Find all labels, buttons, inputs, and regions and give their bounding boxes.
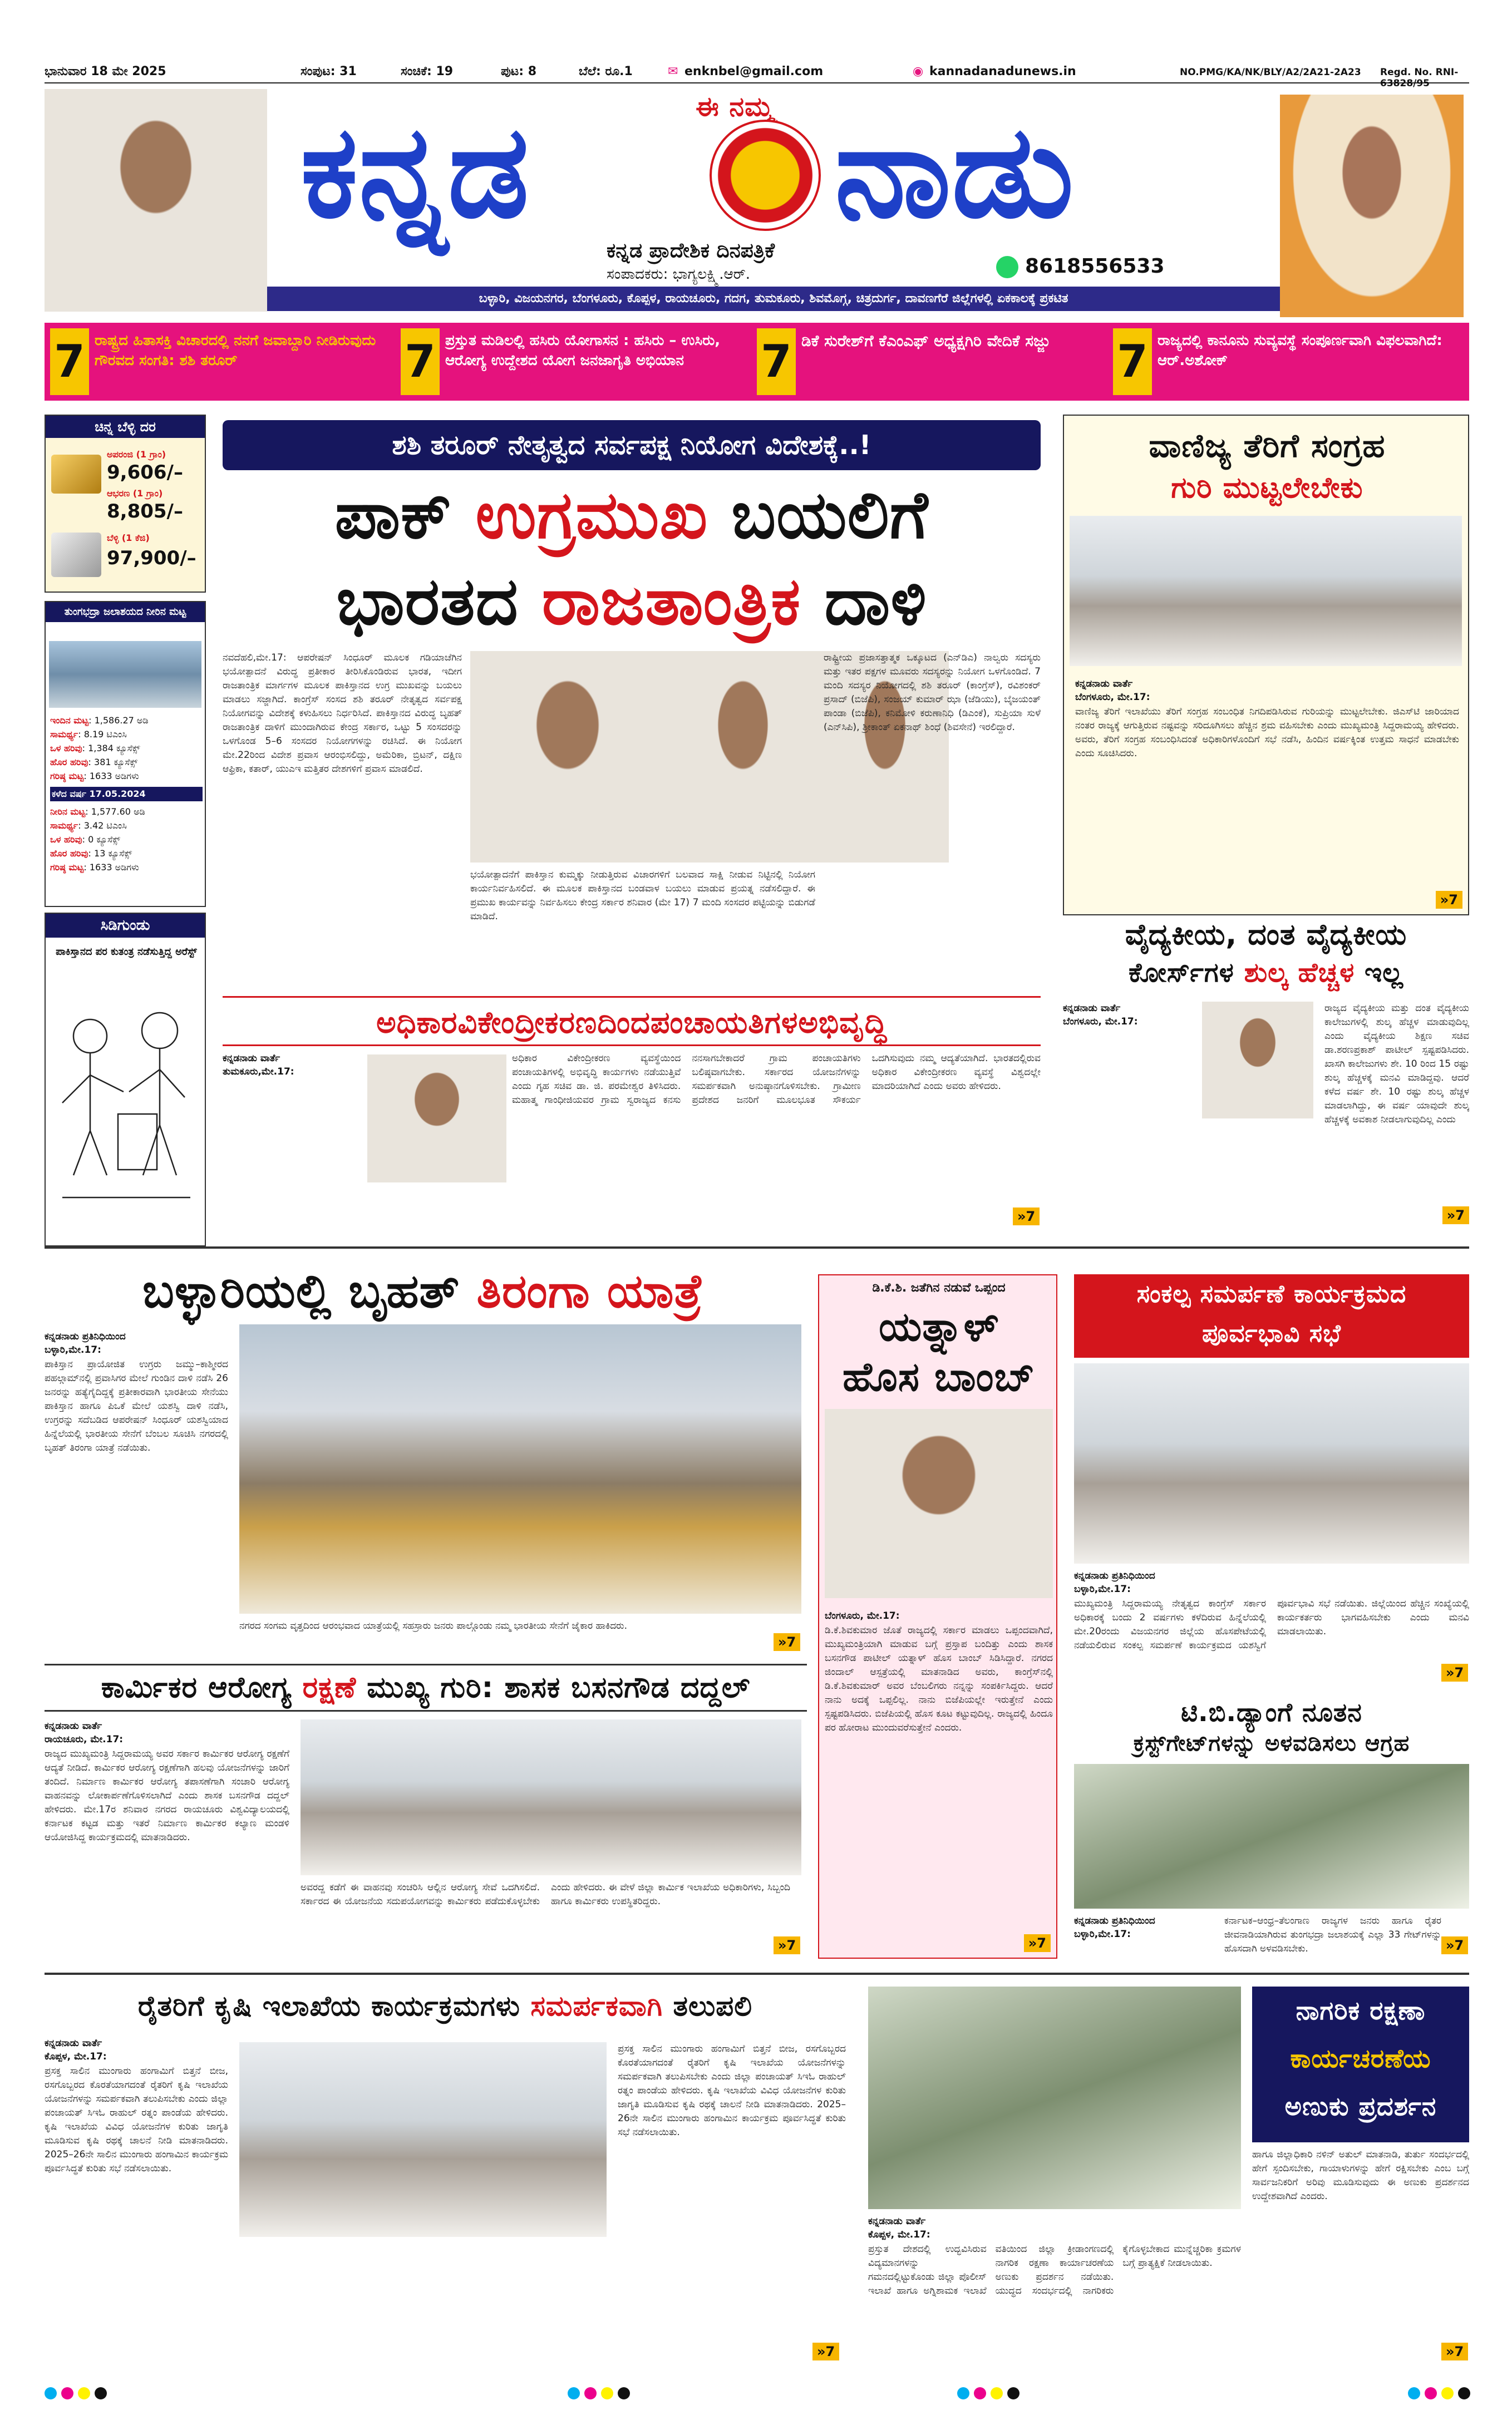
workers-place: ರಾಯಚೂರು, ಮೇ.17: <box>45 1734 124 1745</box>
tiranga-place: ಬಳ್ಳಾರಿ,ಮೇ.17: <box>45 1344 101 1356</box>
tb-headline-1: ಟಿ.ಬಿ.ಡ್ಯಾಂಗೆ ನೂತನ <box>1181 1697 1362 1727</box>
dam-row: ನೀರಿನ ಮಟ್ಟ: 1,577.60 ಅಡಿ <box>50 806 145 817</box>
photo-shashi-tharoor <box>45 89 267 312</box>
workers-headline <box>45 1664 807 1712</box>
tiranga-photo <box>239 1324 801 1614</box>
farmers-headline-black2: ತಲುಪಲಿ <box>673 1990 753 2022</box>
civil-byline: ಕನ್ನಡನಾಡು ವಾರ್ತೆ <box>868 2216 926 2227</box>
teaser-1-page: 7 <box>50 328 89 395</box>
dam-row: ಹೊರ ಹರಿವು: 381 ಕ್ಯೂಸೆಕ್ಸ್ <box>50 757 138 767</box>
silver-icon <box>51 533 101 577</box>
workers-photo <box>301 1719 801 1875</box>
lead-body-col1: ನವದೆಹಲಿ,ಮೇ.17: ಆಪರೇಷನ್ ಸಿಂಧೂರ್ ಮೂಲಕ ಗಡಿಯಾಚೆಗಿನ ಭಯೋತ್ಪಾದನೆ ವಿರುದ್ಧ ಪ್ರತೀಕಾರ ತೀರಿಸಿಕೊಂಡಿರುವ ಭಾರತ, ಇದೀಗ ರಾಜತಾಂತ್ರಿಕ ಮಾರ್ಗಗಳ ಮೂಲಕ ಪಾಕಿಸ್ತಾನದ ಉಗ್ರ ಮುಖವನ್ನು ಬಯಲು ಮಾಡಲು ಸಜ್ಜಾಗಿದೆ. ಕಾಂಗ್ರೆಸ್ ಸಂಸದ ಶಶಿ ತರೂರ್ ನೇತೃತ್ವದ ಸರ್ವಪಕ್ಷ ನಿಯೋಗವನ್ನು ವಿದೇಶಕ್ಕೆ ಕಳುಹಿಸಲು ನಿರ್ಧರಿಸಿದೆ. ಪಾಕಿಸ್ತಾನದ ವಿರುದ್ಧ ಬೃಹತ್ ರಾಜತಾಂತ್ರಿಕ ದಾಳಿಗೆ ಮುಂದಾಗಿರುವ ಕೇಂದ್ರ ಸರ್ಕಾರ, ಒಟ್ಟು 5 ಸಂಸದರನ್ನು ಒಳಗೊಂಡ 5–6 ಸಂಸದರ ನಿಯೋಗಗಳನ್ನು ರಚಿಸಿದೆ. ಈ ನಿಯೋಗ ಮೇ.22ರಿಂದ ವಿದೇಶ ಪ್ರವಾಸ ಆರಂಭಿಸಲಿದ್ದು, ಅಮೆರಿಕಾ, ಬ್ರಿಟನ್, ದಕ್ಷಿಣ ಆಫ್ರಿಕಾ, ಕತಾರ್, ಯುಎಇ ಮತ್ತಿತರ ದೇಶಗಳಿಗೆ ಪ್ರವಾಸ ಮಾಡಲಿದೆ. <box>223 652 462 775</box>
lead-line2-black: ಭಾರತದ <box>336 563 519 639</box>
lead-line1-red: ಉಗ್ರಮುಖ <box>475 476 708 553</box>
folio-price: ಬೆಲೆ: ರೂ.1 <box>579 65 633 78</box>
folio-website[interactable]: kannadanadunews.in <box>929 65 1076 78</box>
lead-line2-black2: ದಾಳಿ <box>824 563 927 639</box>
gold-title: ಚಿನ್ನ ಬೆಳ್ಳಿ ದರ <box>46 416 205 438</box>
cmyk-marks-2 <box>568 2387 630 2399</box>
teaser-strip <box>45 323 1469 401</box>
farmers-body: ಪ್ರಸಕ್ತ ಸಾಲಿನ ಮುಂಗಾರು ಹಂಗಾಮಿಗೆ ಬಿತ್ತನೆ ಬೀಜ, ರಸಗೊಬ್ಬರದ ಕೊರತೆಯಾಗದಂತೆ ರೈತರಿಗೆ ಕೃಷಿ ಇಲಾಖೆಯ ಯೋಜನೆಗಳನ್ನು ಸಮರ್ಪಕವಾಗಿ ತಲುಪಿಸಬೇಕು ಎಂದು ಜಿಲ್ಲಾ ಪಂಚಾಯತ್ ಸಿಇಓ ರಾಹುಲ್ ರತ್ನಂ ಪಾಂಡೆಯ ಹೇಳಿದರು. ಕೃಷಿ ಇಲಾಖೆಯ ವಿವಿಧ ಯೋಜನೆಗಳ ಕುರಿತು ಜಾಗೃತಿ ಮೂಡಿಸುವ ಕೃಷಿ ರಥಕ್ಕೆ ಚಾಲನೆ ನೀಡಿ ಮಾತನಾಡಿದರು. 2025–26ನೇ ಸಾಲಿನ ಮುಂಗಾರು ಹಂಗಾಮಿನ ಕಾರ್ಯಕ್ರಮ ಪೂರ್ವಸಿದ್ಧತೆ ಕುರಿತು ಸಭೆ ನಡೆಸಲಾಯಿತು. <box>45 2066 228 2174</box>
medical-headline-2 <box>1063 957 1469 989</box>
civil-headline-1: ನಾಗರಿಕ ರಕ್ಷಣಾ <box>1296 1995 1426 2025</box>
folio-date: ಭಾನುವಾರ 18 ಮೇ 2025 <box>45 65 166 78</box>
yatnal-place: ಬೆಂಗಳೂರು, ಮೇ.17: <box>825 1610 900 1622</box>
commerce-place: ಬೆಂಗಳೂರು, ಮೇ.17: <box>1075 692 1150 703</box>
dam-row: ಒಳ ಹರಿವು: 0 ಕ್ಯೂಸೆಕ್ಸ್ <box>50 834 121 845</box>
masthead-title-left: ಕನ್ನಡ <box>301 98 530 247</box>
medical-headline-1: ವೈದ್ಯಕೀಯ, ದಂತ ವೈದ್ಯಕೀಯ <box>1125 918 1407 952</box>
commerce-headline-2: ಗುರಿ ಮುಟ್ಟಲೇಬೇಕು <box>1171 471 1363 505</box>
tiranga-caption: ನಗರದ ಸಂಗಮ ವೃತ್ತದಿಂದ ಆರಂಭವಾದ ಯಾತ್ರೆಯಲ್ಲಿ ಸಹಸ್ರಾರು ಜನರು ಪಾಲ್ಗೊಂಡು ನಮ್ಮ ಭಾರತೀಯ ಸೇನೆಗೆ ಜೈಕಾರ ಹಾಕಿದರು. <box>239 1620 627 1632</box>
farmers-headline-red: ಸಮರ್ಪಕವಾಗಿ <box>530 1990 663 2022</box>
workers-body-2: ಅವರದ್ದ ಕಡೆಗೆ ಈ ವಾಹನವು ಸಂಚರಿಸಿ ಆಲ್ಲಿನ ಆರೋಗ್ಯ ಸೇವೆ ಒದಗಿಸಲಿದೆ. ಸರ್ಕಾರದ ಈ ಯೋಜನೆಯ ಸದುಪಯೋಗವನ್ನು ಕಾರ್ಮಿಕರು ಪಡೆದುಕೊಳ್ಳಬೇಕು ಎಂದು ಹೇಳಿದರು. ಈ ವೇಳೆ ಜಿಲ್ಲಾ ಕಾರ್ಮಿಕ ಇಲಾಖೆಯ ಅಧಿಕಾರಿಗಳು, ಸಿಬ್ಬಂದಿ ಹಾಗೂ ಕಾರ್ಮಿಕರು ಉಪಸ್ಥಿತರಿದ್ದರು. <box>301 1882 790 1907</box>
district-strip: ಬಳ್ಳಾರಿ, ವಿಜಯನಗರ, ಬೆಂಗಳೂರು, ಕೊಪ್ಪಳ, ರಾಯಚೂರು, ಗದಗ, ತುಮಕೂರು, ಶಿವಮೊಗ್ಗ, ಚಿತ್ರದುರ್ಗ, ದಾವಣಗೆರೆ ಜಿಲ್ಲೆಗಳಲ್ಲಿ ಏಕಕಾಲಕ್ಕೆ ಪ್ರಕಟಿತ <box>267 287 1280 311</box>
panchayat-photo <box>367 1054 506 1182</box>
folio-reg: NO.PMG/KA/NK/BLY/A2/2A21-2A23 <box>1180 67 1361 78</box>
commerce-body: ವಾಣಿಜ್ಯ ತೆರಿಗೆ ಇಲಾಖೆಯು ತೆರಿಗೆ ಸಂಗ್ರಹ ಸಂಬಂಧಿತ ನಿಗದಿಪಡಿಸಿರುವ ಗುರಿಯನ್ನು ಮುಟ್ಟಲೇಬೇಕು. ಜಿಎಸ್‌ಟಿ ಜಾರಿಯಾದ ನಂತರ ರಾಜ್ಯಕ್ಕೆ ಆಗುತ್ತಿರುವ ನಷ್ಟವನ್ನು ಸರಿದೂಗಿಸಲು ಹೆಚ್ಚಿನ ಶ್ರಮ ವಹಿಸಬೇಕು ಎಂದು ಮುಖ್ಯಮಂತ್ರಿ ಸಿದ್ದರಾಮಯ್ಯ ಹೇಳಿದರು. ಅವರು, ತೆರಿಗೆ ಸಂಗ್ರಹ ಸಂಬಂಧಿಸಿದಂತೆ ಅಧಿಕಾರಿಗಳೊಂದಿಗೆ ಸಭೆ ನಡೆಸಿ, ಹಿಂದಿನ ವರ್ಷಕ್ಕಿಂತ ಉತ್ತಮ ಸಾಧನೆ ಮಾಡಬೇಕು ಎಂದು ಸೂಚಿಸಿದರು. <box>1075 706 1459 759</box>
gold-24k-label: ಅಪರಂಜಿ (1 ಗ್ರಾಂ) <box>107 449 166 460</box>
masthead-subtitle: ಕನ್ನಡ ಪ್ರಾದೇಶಿಕ ದಿನಪತ್ರಿಕೆ <box>607 239 775 262</box>
gold-22k-label: ಆಭರಣ (1 ಗ್ರಾಂ) <box>107 488 163 499</box>
medical-headline-2a: ಕೋರ್ಸ್‌ಗಳ <box>1128 957 1234 988</box>
dam-box <box>45 601 206 907</box>
farmers-byline: ಕನ್ನಡನಾಡು ವಾರ್ತೆ <box>45 2038 102 2049</box>
civil-headline-3: ಅಣುಕು ಪ್ರದರ್ಶನ <box>1284 2091 1437 2121</box>
dam-last-year: ಕಳೆದ ವರ್ಷ 17.05.2024 <box>50 787 203 801</box>
whatsapp-icon <box>996 256 1018 278</box>
medical-jump[interactable]: »7 <box>1442 1206 1469 1224</box>
teaser-3-page: 7 <box>757 328 796 395</box>
dam-rows-today <box>50 713 203 783</box>
folio-strip <box>45 60 1469 89</box>
teaser-3[interactable] <box>757 328 1102 395</box>
lead-body-col2: ಭಯೋತ್ಪಾದನೆಗೆ ಪಾಕಿಸ್ತಾನ ಕುಮ್ಮಕ್ಕು ನೀಡುತ್ತಿರುವ ವಿಚಾರಗಳಿಗೆ ಬಲವಾದ ಸಾಕ್ಷಿ ನೀಡುವ ನಿಟ್ಟಿನಲ್ಲಿ ನಿಯೋಗ ಕಾರ್ಯನಿರ್ವಹಿಸಲಿದೆ. ಈ ಮೂಲಕ ಪಾಕಿಸ್ತಾನದ ಬಂಡವಾಳ ಬಯಲು ಮಾಡುವ ಪ್ರಯತ್ನ ನಡೆಸಲಿದ್ದಾರೆ. ಈ ಪ್ರಮುಖ ಕಾರ್ಯವನ್ನು ನಿರ್ವಹಿಸಲು ಕೇಂದ್ರ ಸರ್ಕಾರ ಶನಿವಾರ (ಮೇ 17) 7 ಮಂದಿ ಸಂಸದರ ಪಟ್ಟಿಯನ್ನು ಬಿಡುಗಡೆ ಮಾಡಿದೆ. <box>470 869 815 922</box>
civil-headline <box>1252 1987 1469 2142</box>
tb-photo <box>1074 1764 1469 1909</box>
farmers-headline <box>45 1984 846 2028</box>
farmers-place: ಕೊಪ್ಪಳ, ಮೇ.17: <box>45 2051 107 2062</box>
medical-story <box>1063 918 1469 1230</box>
photo-r-ashok <box>1280 95 1464 317</box>
workers-byline: ಕನ್ನಡನಾಡು ವಾರ್ತೆ <box>45 1721 102 1732</box>
cartoon-caption: ಪಾಕಿಸ್ತಾನದ ಪರ ಕುತಂತ್ರ ನಡೆಸುತ್ತಿದ್ದ ಅರೆಸ್ಟ್ <box>56 946 197 958</box>
sankalpa-body: ಮುಖ್ಯಮಂತ್ರಿ ಸಿದ್ದರಾಮಯ್ಯ ನೇತೃತ್ವದ ಕಾಂಗ್ರೆಸ್ ಸರ್ಕಾರ ಅಧಿಕಾರಕ್ಕೆ ಬಂದು 2 ವರ್ಷಗಳು ಕಳೆದಿರುವ ಹಿನ್ನೆಲೆಯಲ್ಲಿ ಮೇ.20ರಂದು ವಿಜಯನಗರ ಜಿಲ್ಲೆಯ ಹೊಸಪೇಟೆಯಲ್ಲಿ ನಡೆಯಲಿರುವ ಸಂಕಲ್ಪ ಸಮರ್ಪಣೆ ಕಾರ್ಯಕ್ರಮದ ಯಶಸ್ವಿಗೆ ಪೂರ್ವಭಾವಿ ಸಭೆ ನಡೆಯಿತು. ಜಿಲ್ಲೆಯಿಂದ ಹೆಚ್ಚಿನ ಸಂಖ್ಯೆಯಲ್ಲಿ ಕಾರ್ಯಕರ್ತರು ಭಾಗವಹಿಸಬೇಕು ಎಂದು ಮನವಿ ಮಾಡಲಾಯಿತು. <box>1074 1598 1469 1651</box>
medical-headline-2b: ಶುಲ್ಕ ಹೆಚ್ಚಳ <box>1244 957 1355 988</box>
teaser-3-text: ಡಿಕೆ ಸುರೇಶ್‌ಗೆ ಕೆಎಂಎಫ್ ಅಧ್ಯಕ್ಷಗಿರಿ ವೇದಿಕೆ ಸಜ್ಜು <box>801 332 1050 350</box>
yatnal-photo <box>825 1409 1053 1598</box>
teaser-4-page: 7 <box>1113 328 1152 395</box>
farmers-headline-black: ರೈತರಿಗೆ ಕೃಷಿ ಇಲಾಖೆಯ ಕಾರ್ಯಕ್ರಮಗಳು <box>137 1990 520 2022</box>
cmyk-marks-1 <box>45 2387 107 2399</box>
tb-place: ಬಳ್ಳಾರಿ,ಮೇ.17: <box>1074 1929 1131 1940</box>
yatnal-story <box>818 1274 1057 1959</box>
teaser-2-page: 7 <box>401 328 440 395</box>
yatnal-headline-1: ಯತ್ನಾಳ್ <box>879 1303 999 1350</box>
cmyk-marks-3 <box>957 2387 1020 2399</box>
commerce-byline: ಕನ್ನಡನಾಡು ವಾರ್ತೆ <box>1075 678 1133 689</box>
farmers-photo <box>239 2042 607 2237</box>
workers-headline-red: ರಕ್ಷಣೆ <box>302 1671 357 1704</box>
civil-place: ಕೊಪ್ಪಳ, ಮೇ.17: <box>868 2229 930 2240</box>
silver-price: 97,900/– <box>107 547 196 569</box>
tiranga-headline-red: ತಿರಂಗಾ ಯಾತ್ರೆ <box>476 1264 703 1318</box>
lead-body-col3: ರಾಷ್ಟ್ರೀಯ ಪ್ರಜಾಸತ್ತಾತ್ಮಕ ಒಕ್ಕೂಟದ (ಎನ್‌ಡಿಎ) ನಾಲ್ವರು ಸದಸ್ಯರು ಮತ್ತು ಇತರ ಪಕ್ಷಗಳ ಮೂವರು ಸದಸ್ಯರನ್ನು ನಿಯೋಗ ಒಳಗೊಂಡಿದೆ. 7 ಮಂದಿ ಸದಸ್ಯರ ನಿಯೋಗದಲ್ಲಿ ಶಶಿ ತರೂರ್ (ಕಾಂಗ್ರೆಸ್), ರವಿಶಂಕರ್ ಪ್ರಸಾದ್ (ಬಿಜೆಪಿ), ಸಂಜಯ್ ಕುಮಾರ್ ಝಾ (ಜೆಡಿಯು), ಬೈಜಯಂತ್ ಪಾಂಡಾ (ಬಿಜೆಪಿ), ಕನಿಮೋಳಿ ಕರುಣಾನಿಧಿ (ಡಿಎಂಕೆ), ಸುಪ್ರಿಯಾ ಸುಳೆ (ಎನ್‌ಸಿಪಿ), ಶ್ರೀಕಾಂತ್ ಏಕನಾಥ್ ಶಿಂಧೆ (ಶಿವಸೇನೆ) ಇರಲಿದ್ದಾರೆ. <box>824 652 1041 733</box>
dam-row: ಹೊರ ಹರಿವು: 13 ಕ್ಯೂಸೆಕ್ಸ್ <box>50 848 132 859</box>
commerce-headline-1: ವಾಣಿಜ್ಯ ತೆರಿಗೆ ಸಂಗ್ರಹ <box>1149 427 1386 465</box>
email-icon: ✉ <box>668 65 678 78</box>
yatnal-headline-2: ಹೊಸ ಬಾಂಬ್ <box>842 1353 1035 1400</box>
workers-headline-black2: ಮುಖ್ಯ ಗುರಿ: ಶಾಸಕ ಬಸನಗೌಡ ದದ್ದಲ್ <box>367 1671 751 1704</box>
sankalpa-photo <box>1074 1363 1469 1564</box>
folio-email[interactable]: enknbel@gmail.com <box>684 65 824 78</box>
section-divider <box>45 1246 1469 1249</box>
civil-body: ಪ್ರಸ್ತುತ ದೇಶದಲ್ಲಿ ಉದ್ಭವಿಸಿರುವ ವಿದ್ಯಮಾನಗಳನ್ನು ಗಮನದಲ್ಲಿಟ್ಟುಕೊಂಡು ಜಿಲ್ಲಾ ಪೊಲೀಸ್ ಇಲಾಖೆ ಹಾಗೂ ಅಗ್ನಿಶಾಮಕ ಇಲಾಖೆ ವತಿಯಿಂದ ಜಿಲ್ಲಾ ಕ್ರೀಡಾಂಗಣದಲ್ಲಿ ನಾಗರಿಕ ರಕ್ಷಣಾ ಕಾರ್ಯಾಚರಣೆಯ ಅಣುಕು ಪ್ರದರ್ಶನ ನಡೆಯಿತು. ಯುದ್ಧದ ಸಂದರ್ಭದಲ್ಲಿ ನಾಗರಿಕರು ಕೈಗೊಳ್ಳಬೇಕಾದ ಮುನ್ನೆಚ್ಚರಿಕಾ ಕ್ರಮಗಳ ಬಗ್ಗೆ ಪ್ರಾತ್ಯಕ್ಷಿಕೆ ನೀಡಲಾಯಿತು. <box>868 2244 1241 2296</box>
lead-banner: ಶಶಿ ತರೂರ್ ನೇತೃತ್ವದ ಸರ್ವಪಕ್ಷ ನಿಯೋಗ ವಿದೇಶಕ್ಕೆ..! <box>223 420 1041 470</box>
medical-byline: ಕನ್ನಡನಾಡು ವಾರ್ತೆ <box>1063 1003 1121 1014</box>
dam-row: ಗರಿಷ್ಠ ಮಟ್ಟ: 1633 ಅಡಿಗಳು <box>50 771 139 781</box>
dam-row: ಇಂದಿನ ಮಟ್ಟ: 1,586.27 ಅಡಿ <box>50 715 149 726</box>
lead-line1-black: ಪಾಕ್ <box>334 476 452 553</box>
panchayat-body: ಅಧಿಕಾರ ವಿಕೇಂದ್ರೀಕರಣ ವ್ಯವಸ್ಥೆಯಿಂದ ಪಂಚಾಯತಿಗಳಲ್ಲಿ ಅಭಿವೃದ್ಧಿ ಕಾರ್ಯಗಳು ನಡೆಯುತ್ತಿವೆ ಎಂದು ಗೃಹ ಸಚಿವ ಡಾ. ಜಿ. ಪರಮೇಶ್ವರ ತಿಳಿಸಿದರು. ಮಹಾತ್ಮ ಗಾಂಧೀಜಿಯವರ ಗ್ರಾಮ ಸ್ವರಾಜ್ಯದ ಕನಸು ನನಸಾಗಬೇಕಾದರೆ ಗ್ರಾಮ ಪಂಚಾಯತಿಗಳು ಬಲಿಷ್ಠವಾಗಬೇಕು. ಸರ್ಕಾರದ ಯೋಜನೆಗಳನ್ನು ಸಮರ್ಪಕವಾಗಿ ಅನುಷ್ಠಾನಗೊಳಿಸಬೇಕು. ಗ್ರಾಮೀಣ ಪ್ರದೇಶದ ಜನರಿಗೆ ಮೂಲಭೂತ ಸೌಕರ್ಯ ಒದಗಿಸುವುದು ನಮ್ಮ ಆದ್ಯತೆಯಾಗಿದೆ. ಭಾರತದಲ್ಲಿರುವ ಅಧಿಕಾರ ವಿಕೇಂದ್ರೀಕರಣ ವ್ಯವಸ್ಥೆ ವಿಶ್ವದಲ್ಲೇ ಮಾದರಿಯಾಗಿದೆ ಎಂದು ಅವರು ಹೇಳಿದರು. <box>512 1053 1041 1106</box>
yatnal-body: ಡಿ.ಕೆ.ಶಿವಕುಮಾರ ಜೊತೆ ರಾಜ್ಯದಲ್ಲಿ ಸರ್ಕಾರ ಮಾಡಲು ಒಪ್ಪಂದವಾಗಿದೆ, ಮುಖ್ಯಮಂತ್ರಿಯಾಗಿ ಮಾಡುವ ಬಗ್ಗೆ ಪ್ರಸ್ತಾಪ ಬಂದಿತ್ತು ಎಂದು ಶಾಸಕ ಬಸನಗೌಡ ಪಾಟೀಲ್ ಯತ್ನಾಳ್ ಹೊಸ ಬಾಂಬ್ ಸಿಡಿಸಿದ್ದಾರೆ. ನಗರದ ಜಿಂದಾಲ್ ಆಸ್ಪತ್ರೆಯಲ್ಲಿ ಮಾತನಾಡಿದ ಅವರು, ಕಾಂಗ್ರೆಸ್‌ನಲ್ಲಿ ಡಿ.ಕೆ.ಶಿವಕುಮಾರ್ ಅವರ ಬೆಂಬಲಿಗರು ನನ್ನನ್ನು ಸಂಪರ್ಕಿಸಿದ್ದರು. ಆದರೆ ನಾನು ಅದಕ್ಕೆ ಒಪ್ಪಲಿಲ್ಲ. ನಾನು ಬಿಜೆಪಿಯಲ್ಲೇ ಇರುತ್ತೇನೆ ಎಂದು ಸ್ಪಷ್ಟಪಡಿಸಿದರು. ಬಿಜೆಪಿಯಲ್ಲಿ ಹೊಸ ಕೂಟ ಕಟ್ಟುವುದಿಲ್ಲ. ರಾಜ್ಯದಲ್ಲಿ ಹಿಂದೂ ಪರ ಹೋರಾಟ ಮುಂದುವರೆಸುತ್ತೇನೆ ಎಂದರು. <box>825 1625 1053 1733</box>
teaser-4[interactable] <box>1113 328 1464 395</box>
commerce-photo <box>1070 516 1462 666</box>
tb-byline: ಕನ್ನಡನಾಡು ಪ್ರತಿನಿಧಿಯಿಂದ <box>1074 1915 1155 1926</box>
sankalpa-headline-1: ಸಂಕಲ್ಪ ಸಮರ್ಪಣೆ ಕಾರ್ಯಕ್ರಮದ <box>1136 1280 1407 1308</box>
dam-row: ಸಾಮರ್ಥ್ಯ: 3.42 ಟಿಎಂಸಿ <box>50 820 127 831</box>
lead-line1-black2: ಬಯಲಿಗೆ <box>731 476 929 553</box>
tiranga-jump[interactable]: »7 <box>774 1633 800 1651</box>
karnataka-emblem <box>710 120 821 231</box>
civil-body-2: ಹಾಗೂ ಜಿಲ್ಲಾಧಿಕಾರಿ ನಳಿನ್ ಅತುಲ್ ಮಾತನಾಡಿ, ತುರ್ತು ಸಂದರ್ಭದಲ್ಲಿ ಹೇಗೆ ಸ್ಪಂದಿಸಬೇಕು, ಗಾಯಾಳುಗಳನ್ನು ಹೇಗೆ ರಕ್ಷಿಸಬೇಕು ಎಂಬ ಬಗ್ಗೆ ಸಾರ್ವಜನಿಕರಿಗೆ ಅರಿವು ಮೂಡಿಸುವುದು ಈ ಅಣುಕು ಪ್ರದರ್ಶನದ ಉದ್ದೇಶವಾಗಿದೆ ಎಂದರು. <box>1252 2149 1469 2202</box>
masthead-title-right: ನಾಡು <box>835 98 1075 247</box>
dam-rows-last-year <box>50 805 203 874</box>
tiranga-headline-black: ಬಳ್ಳಾರಿಯಲ್ಲಿ ಬೃಹತ್ <box>142 1264 460 1318</box>
gold-22k-price: 8,805/– <box>107 500 183 523</box>
masthead-tagline: ಈ ನಮ್ಮ <box>696 91 775 122</box>
medical-photo <box>1202 1002 1313 1118</box>
dam-row: ಸಾಮರ್ಥ್ಯ: 8.19 ಟಿಎಂಸಿ <box>50 729 127 740</box>
folio-rni: Regd. No. RNI- 63828/95 <box>1380 67 1459 89</box>
sankalpa-headline-2: ಪೂರ್ವಭಾವಿ ಸಭೆ <box>1202 1319 1341 1348</box>
tb-jump[interactable]: »7 <box>1441 1936 1468 1954</box>
lead-line2-red: ರಾಜತಾಂತ್ರಿಕ <box>541 563 801 639</box>
civil-photo <box>868 1987 1241 2209</box>
dam-photo <box>49 641 201 708</box>
commerce-story <box>1063 415 1469 915</box>
panchayat-headline: ಅಧಿಕಾರವಿಕೇಂದ್ರೀಕರಣದಿಂದಪಂಚಾಯತಿಗಳಅಭಿವೃದ್ಧಿ <box>223 996 1041 1046</box>
cmyk-marks-4 <box>1408 2387 1470 2399</box>
teaser-4-text: ರಾಜ್ಯದಲ್ಲಿ ಕಾನೂನು ಸುವ್ಯವಸ್ಥೆ ಸಂಪೂರ್ಣವಾಗಿ ವಿಫಲವಾಗಿದೆ: ಆರ್.ಅಶೋಕ್ <box>1158 332 1442 369</box>
sankalpa-byline: ಕನ್ನಡನಾಡು ಪ್ರತಿನಿಧಿಯಿಂದ <box>1074 1570 1155 1581</box>
yatnal-kicker: ಡಿ.ಕೆ.ಶಿ. ಜತೆಗಿನ ನಡುವೆ ಒಪ್ಪಂದ <box>872 1281 1006 1295</box>
civil-headline-2: ಕಾರ್ಯಚರಣೆಯ <box>1290 2043 1431 2073</box>
folio-volume: ಸಂಪುಟ: 31 <box>301 65 357 78</box>
panchayat-byline: ಕನ್ನಡನಾಡು ವಾರ್ತೆ <box>223 1053 280 1064</box>
cartoon-box <box>45 913 206 1246</box>
folio-issue: ಸಂಚಿಕೆ: 19 <box>401 65 454 78</box>
folio-pages: ಪುಟ: 8 <box>501 65 537 78</box>
medical-place: ಬೆಂಗಳೂರು, ಮೇ.17: <box>1063 1016 1138 1027</box>
lead-headline-line2 <box>223 559 1041 643</box>
dam-title: ತುಂಗಭದ್ರಾ ಜಲಾಶಯದ ನೀರಿನ ಮಟ್ಟ <box>46 602 205 622</box>
teaser-2[interactable] <box>401 328 746 395</box>
tiranga-byline: ಕನ್ನಡನಾಡು ಪ್ರತಿನಿಧಿಯಿಂದ <box>45 1331 126 1342</box>
gold-bar-icon <box>51 455 101 494</box>
tiranga-body: ಪಾಕಿಸ್ತಾನ ಪ್ರಾಯೋಜಿತ ಉಗ್ರರು ಜಮ್ಮು–ಕಾಶ್ಮೀರದ ಪಹಲ್ಗಾಮ್‌ನಲ್ಲಿ ಪ್ರವಾಸಿಗರ ಮೇಲೆ ಗುಂಡಿನ ದಾಳಿ ನಡೆಸಿ 26 ಜನರನ್ನು ಹತ್ಯೆಗೈದಿದ್ದಕ್ಕೆ ಪ್ರತೀಕಾರವಾಗಿ ಭಾರತೀಯ ಸೇನೆಯು ಪಾಕಿಸ್ತಾನ ಹಾಗೂ ಪಿಒಕೆ ಮೇಲೆ ಯಶಸ್ವಿ ದಾಳಿ ನಡೆಸಿ, ಉಗ್ರರನ್ನು ಸದೆಬಡಿದ ಆಪರೇಷನ್ ಸಿಂಧೂರ್ ಯಶಸ್ವಿಯಾದ ಹಿನ್ನೆಲೆಯಲ್ಲಿ ಭಾರತೀಯ ಸೇನೆಗೆ ಬೆಂಬಲ ಸೂಚಿಸಿ ನಗರದಲ್ಲಿ ಬೃಹತ್ ತಿರಂಗಾ ಯಾತ್ರೆ ನಡೆಯಿತು. <box>45 1359 228 1453</box>
panchayat-place: ತುಮಕೂರು,ಮೇ.17: <box>223 1066 294 1077</box>
cartoon-title: ಸಿಡಿಗುಂಡು <box>46 914 205 938</box>
tiranga-headline <box>45 1263 801 1319</box>
lead-photo-ravishankar <box>470 651 665 863</box>
cartoon-drawing <box>51 986 201 1236</box>
teaser-1-text: ರಾಷ್ಟ್ರದ ಹಿತಾಸಕ್ತಿ ವಿಚಾರದಲ್ಲಿ ನನಗೆ ಜವಾಬ್ದಾರಿ ನೀಡಿರುವುದು ಗೌರವದ ಸಂಗತಿ: ಶಶಿ ತರೂರ್ <box>95 332 376 369</box>
dam-row: ಗರಿಷ್ಠ ಮಟ್ಟ: 1633 ಅಡಿಗಳು <box>50 862 139 873</box>
gold-rate-box <box>45 415 206 593</box>
lead-photo-tharoor <box>665 651 821 863</box>
tb-headline-2: ಕ್ರಸ್ಟ್‌ಗೇಟ್‌ಗಳನ್ನು ಅಳವಡಿಸಲು ಆಗ್ರಹ <box>1133 1731 1410 1756</box>
teaser-1[interactable] <box>50 328 395 395</box>
sankalpa-place: ಬಳ್ಳಾರಿ,ಮೇ.17: <box>1074 1584 1131 1595</box>
workers-headline-black: ಕಾರ್ಮಿಕರ ಆರೋಗ್ಯ <box>101 1671 292 1704</box>
commerce-jump[interactable]: »7 <box>1436 891 1462 909</box>
section-divider-2 <box>45 1973 1469 1975</box>
gold-24k-price: 9,606/– <box>107 461 183 484</box>
teaser-2-text: ಪ್ರಸ್ತುತ ಮಡಿಲಲ್ಲಿ ಹಸಿರು ಯೋಗಾಸನ : ಹಸಿರು – ಉಸಿರು, ಆರೋಗ್ಯ ಉದ್ದೇಶದ ಯೋಗ ಜನಜಾಗೃತಿ ಅಭಿಯಾನ <box>445 332 721 369</box>
silver-label: ಬೆಳ್ಳಿ (1 ಕೆಜಿ) <box>107 533 150 543</box>
yatnal-jump[interactable]: »7 <box>1024 1934 1051 1952</box>
sankalpa-jump[interactable]: »7 <box>1441 1664 1468 1682</box>
masthead-phone: 8618556533 <box>1025 255 1165 278</box>
workers-body: ರಾಜ್ಯದ ಮುಖ್ಯಮಂತ್ರಿ ಸಿದ್ದರಾಮಯ್ಯ ಅವರ ಸರ್ಕಾರ ಕಾರ್ಮಿಕರ ಆರೋಗ್ಯ ರಕ್ಷಣೆಗೆ ಆದ್ಯತೆ ನೀಡಿದೆ. ಕಾರ್ಮಿಕರ ಆರೋಗ್ಯ ರಕ್ಷಣೆಗಾಗಿ ಹಲವು ಯೋಜನೆಗಳನ್ನು ಜಾರಿಗೆ ತಂದಿದೆ. ನಿರ್ಮಾಣ ಕಾರ್ಮಿಕರ ಆರೋಗ್ಯ ತಪಾಸಣೆಗಾಗಿ ಸಂಚಾರಿ ಆರೋಗ್ಯ ವಾಹನವನ್ನು ಲೋಕಾರ್ಪಣೆಗೊಳಿಸಲಾಗಿದೆ ಎಂದು ಶಾಸಕ ಬಸನಗೌಡ ದದ್ದಲ್ ಹೇಳಿದರು. ಮೇ.17ರ ಶನಿವಾರ ನಗರದ ರಾಯಚೂರು ವಿಶ್ವವಿದ್ಯಾಲಯದಲ್ಲಿ ಕರ್ನಾಟಕ ಕಟ್ಟಡ ಮತ್ತು ಇತರೆ ನಿರ್ಮಾಣ ಕಾರ್ಮಿಕರ ಕಲ್ಯಾಣ ಮಂಡಳಿ ಆಯೋಜಿಸಿದ್ದ ಕಾರ್ಯಕ್ರಮದಲ್ಲಿ ಮಾತನಾಡಿದರು. <box>45 1748 289 1843</box>
tb-body: ಕರ್ನಾಟಕ–ಆಂಧ್ರ–ತೆಲಂಗಾಣ ರಾಜ್ಯಗಳ ಜನರು ಹಾಗೂ ರೈತರ ಜೀವನಾಡಿಯಾಗಿರುವ ತುಂಗಭದ್ರಾ ಜಲಾಶಯಕ್ಕೆ ಎಲ್ಲಾ 33 ಗೇಟ್‌ಗಳನ್ನು ಹೊಸದಾಗಿ ಅಳವಡಿಸಬೇಕು. <box>1224 1915 1441 1954</box>
globe-icon: ◉ <box>913 65 924 78</box>
workers-jump[interactable]: »7 <box>774 1936 800 1954</box>
medical-body: ರಾಜ್ಯದ ವೈದ್ಯಕೀಯ ಮತ್ತು ದಂತ ವೈದ್ಯಕೀಯ ಕಾಲೇಜುಗಳಲ್ಲಿ ಶುಲ್ಕ ಹೆಚ್ಚಳ ಮಾಡುವುದಿಲ್ಲ ಎಂದು ವೈದ್ಯಕೀಯ ಶಿಕ್ಷಣ ಸಚಿವ ಡಾ.ಶರಣಪ್ರಕಾಶ್ ಪಾಟೀಲ್ ಸ್ಪಷ್ಟಪಡಿಸಿದರು. ಖಾಸಗಿ ಕಾಲೇಜುಗಳು ಶೇ. 10 ರಿಂದ 15 ರಷ್ಟು ಶುಲ್ಕ ಹೆಚ್ಚಳಕ್ಕೆ ಮನವಿ ಮಾಡಿದ್ದವು. ಆದರೆ ಕಳೆದ ವರ್ಷ ಶೇ. 10 ರಷ್ಟು ಶುಲ್ಕ ಹೆಚ್ಚಳ ಮಾಡಲಾಗಿದ್ದು, ಈ ವರ್ಷ ಯಾವುದೇ ಶುಲ್ಕ ಹೆಚ್ಚಳಕ್ಕೆ ಅವಕಾಶ ನೀಡಲಾಗುವುದಿಲ್ಲ ಎಂದು <box>1324 1003 1469 1125</box>
panchayat-jump[interactable]: »7 <box>1013 1208 1040 1225</box>
dam-row: ಒಳ ಹರಿವು: 1,384 ಕ್ಯೂಸೆಕ್ಸ್ <box>50 743 140 753</box>
farmers-body-2: ಪ್ರಸಕ್ತ ಸಾಲಿನ ಮುಂಗಾರು ಹಂಗಾಮಿಗೆ ಬಿತ್ತನೆ ಬೀಜ, ರಸಗೊಬ್ಬರದ ಕೊರತೆಯಾಗದಂತೆ ರೈತರಿಗೆ ಕೃಷಿ ಇಲಾಖೆಯ ಯೋಜನೆಗಳನ್ನು ಸಮರ್ಪಕವಾಗಿ ತಲುಪಿಸಬೇಕು ಎಂದು ಜಿಲ್ಲಾ ಪಂಚಾಯತ್ ಸಿಇಓ ರಾಹುಲ್ ರತ್ನಂ ಪಾಂಡೆಯ ಹೇಳಿದರು. ಕೃಷಿ ಇಲಾಖೆಯ ವಿವಿಧ ಯೋಜನೆಗಳ ಕುರಿತು ಜಾಗೃತಿ ಮೂಡಿಸುವ ಕೃಷಿ ರಥಕ್ಕೆ ಚಾಲನೆ ನೀಡಿ ಮಾತನಾಡಿದರು. 2025–26ನೇ ಸಾಲಿನ ಮುಂಗಾರು ಹಂಗಾಮಿನ ಕಾರ್ಯಕ್ರಮ ಪೂರ್ವಸಿದ್ಧತೆ ಕುರಿತು ಸಭೆ ನಡೆಸಲಾಯಿತು. <box>618 2043 846 2138</box>
lead-headline-line1 <box>223 473 1041 556</box>
medical-headline-2c: ಇಲ್ಲ <box>1365 957 1404 988</box>
farmers-jump[interactable]: »7 <box>812 2343 839 2360</box>
masthead-editor: ಸಂಪಾದಕರು: ಭಾಗ್ಯಲಕ್ಷ್ಮಿ.ಆರ್. <box>607 266 751 283</box>
civil-jump[interactable]: »7 <box>1441 2343 1468 2360</box>
sankalpa-headline <box>1074 1274 1469 1358</box>
